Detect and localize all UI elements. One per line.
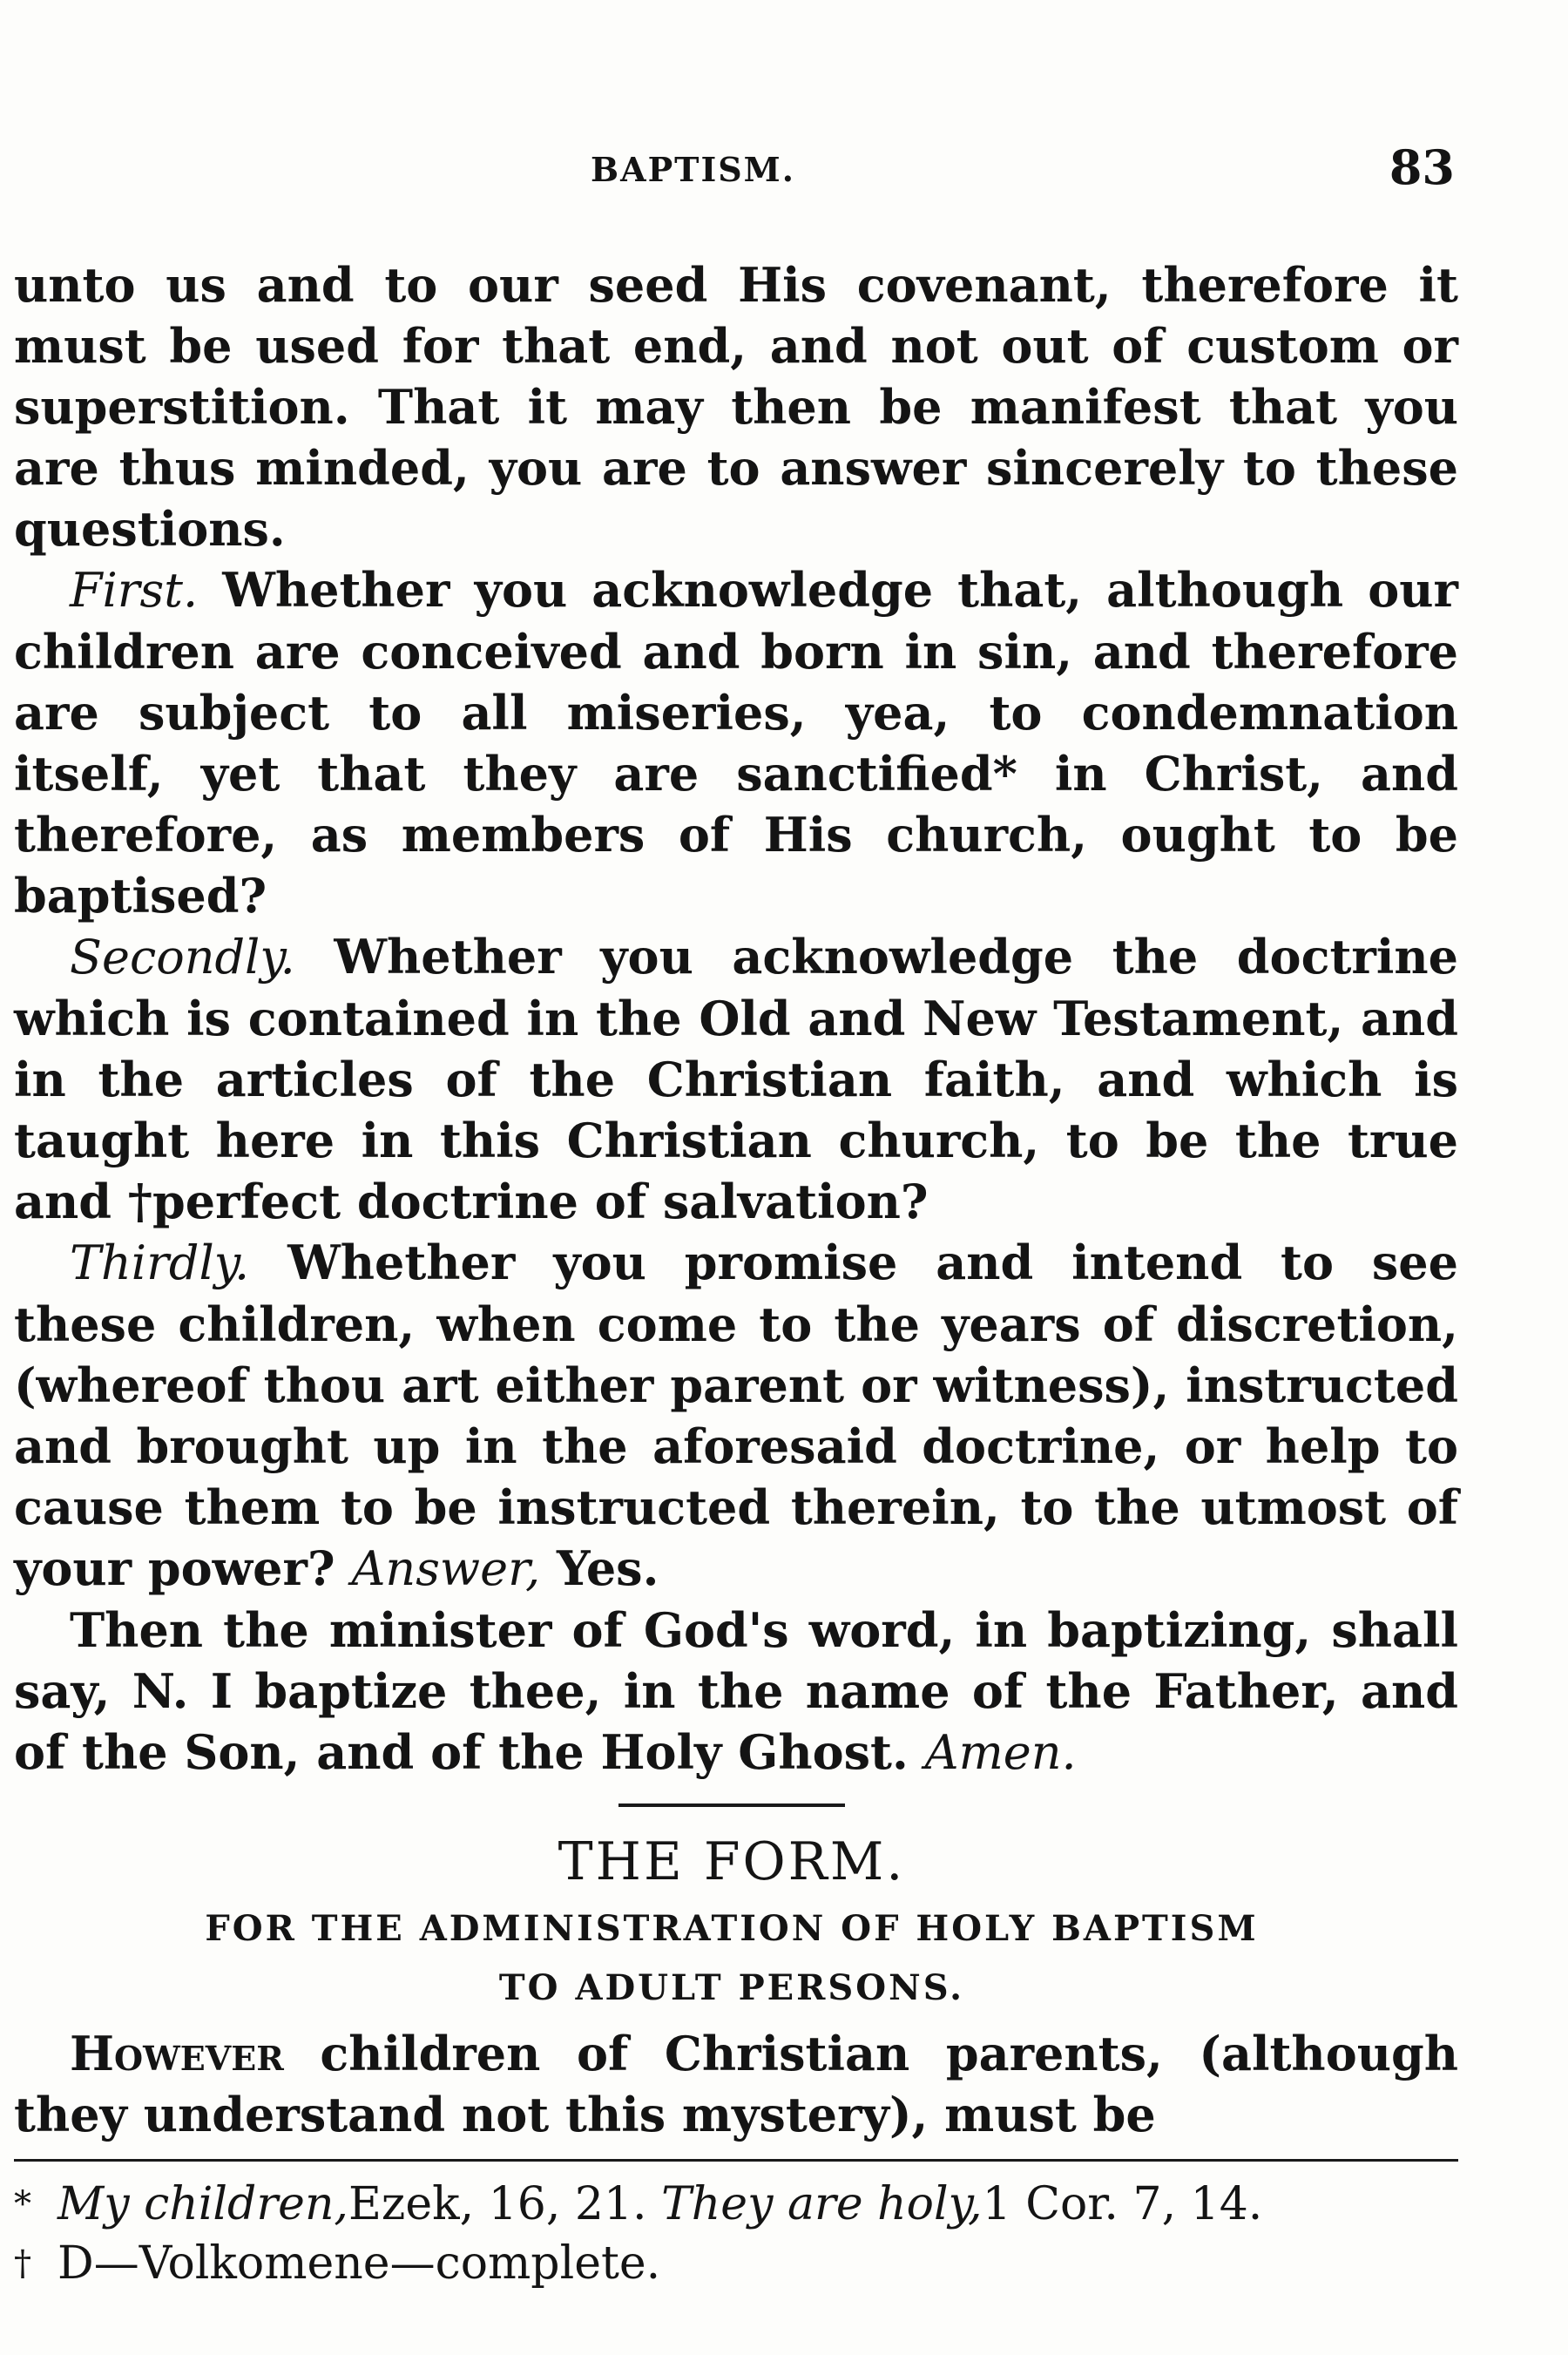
paragraph-first-question — [14, 559, 1458, 926]
footnote-1-text-2: 1 Cor. 7, 14. — [982, 2178, 1263, 2230]
form-opening-paragraph — [14, 2023, 1458, 2145]
footnote-dagger — [14, 2234, 1458, 2293]
footnote-mark-dagger: † — [14, 2243, 31, 2284]
running-head: BAPTISM. — [591, 150, 795, 189]
second-lead: Secondly. — [70, 930, 295, 985]
paragraph-covenant — [14, 254, 1458, 559]
paragraph-covenant-text: unto us and to our seed His covenant, therefore it must be used for that end, and not out of custom or superstition. That it may then be manifest that you are thus minded, you are to answer sincerely to these questions. — [14, 257, 1458, 557]
amen-text: Amen. — [924, 1725, 1077, 1780]
answer-label: Answer, — [351, 1541, 541, 1596]
footnote-1-text-1: Ezek, 16, 21. — [348, 2178, 647, 2230]
paragraph-third-question — [14, 1232, 1458, 1600]
second-question-text: Whether you acknowledge the doctrine which is contained in the Old and New Testament, and in the articles of the Christian faith, and which is taught here in this Christian church, to be the true and †perfect doctrine of salvation? — [14, 929, 1458, 1229]
page-number: 83 — [1389, 139, 1455, 195]
paragraph-baptism-formula — [14, 1600, 1458, 1783]
footnote-asterisk — [14, 2175, 1458, 2234]
page-header — [0, 139, 1568, 200]
form-body — [14, 2023, 1458, 2145]
section-divider — [618, 1803, 845, 1807]
third-question-text: Whether you promise and intend to see these children, when come to the years of discretion, (whereof thou art either parent or witness), instructed and brought up in the aforesaid doctrine, or help to cause them to be instructed therein, to the utmost of your power? — [14, 1235, 1458, 1596]
first-lead: First. — [70, 563, 199, 618]
form-lead-word: However — [70, 2026, 284, 2081]
third-lead: Thirdly. — [70, 1235, 250, 1290]
first-question-text: Whether you acknowledge that, although our children are conceived and born in sin, and therefore are subject to all miseries, yea, to condemnation itself, yet that they are sanctified* in Christ, and therefore, as members of His church, ought to be baptised? — [14, 562, 1458, 924]
baptism-formula-text: Then the minister of God's word, in baptizing, shall say, N. I baptize thee, in the name of the Father, and of the Son, and of the Holy Ghost. — [14, 1602, 1458, 1780]
form-title: THE FORM. — [558, 1831, 906, 1892]
form-subtitle-2: TO ADULT PERSONS. — [498, 1967, 965, 2008]
form-opening-text: children of Christian parents, (although they understand not this mystery), must be — [14, 2026, 1458, 2142]
footnote-2-text: D—Volkomene—complete. — [57, 2237, 661, 2290]
answer-text: Yes. — [556, 1540, 659, 1596]
footnote-1-italic-1: My children, — [57, 2178, 348, 2230]
footnote-1-italic-2: They are holy, — [661, 2178, 983, 2230]
main-text — [14, 254, 1458, 1783]
paragraph-second-question — [14, 926, 1458, 1232]
footnotes — [14, 2175, 1458, 2293]
footnote-rule — [14, 2159, 1458, 2162]
footnote-mark-asterisk: * — [14, 2184, 31, 2224]
form-subtitle-1: FOR THE ADMINISTRATION OF HOLY BAPTISM — [205, 1908, 1259, 1949]
